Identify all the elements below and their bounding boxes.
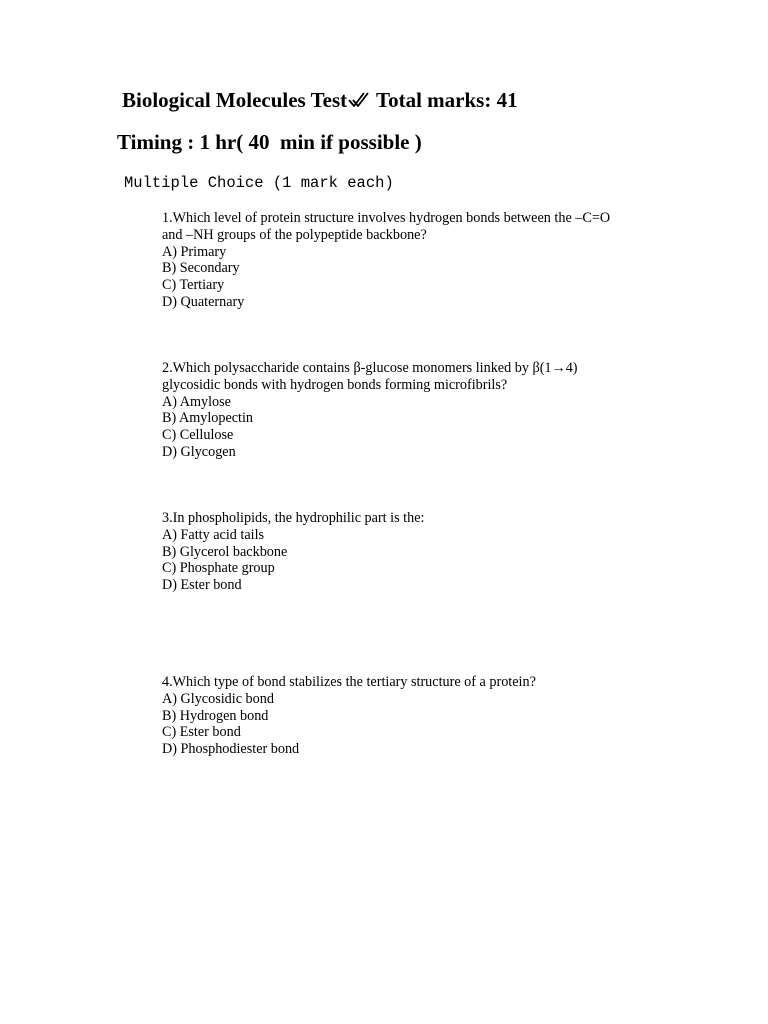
question-stem-line: 2.Which polysaccharide contains β-glucose monomers linked by β(1→4) xyxy=(162,360,578,376)
option-b: B) Glycerol backbone xyxy=(162,543,288,560)
option-d: D) Quaternary xyxy=(162,293,245,310)
question-2 xyxy=(162,360,578,461)
section-heading: Multiple Choice (1 mark each) xyxy=(124,174,394,192)
question-stem-line: 1.Which level of protein structure involves hydrogen bonds between the –C=O xyxy=(162,210,611,226)
option-c: C) Ester bond xyxy=(162,724,241,741)
option-d: D) Ester bond xyxy=(162,577,242,594)
question-stem-line: and –NH groups of the polypeptide backbone? xyxy=(162,226,427,243)
option-b: B) Amylopectin xyxy=(162,410,254,427)
test-title-text: Biological Molecules Test xyxy=(122,88,348,112)
question-1 xyxy=(162,210,610,311)
question-3 xyxy=(162,510,424,594)
option-b: B) Secondary xyxy=(162,260,240,277)
option-b: B) Hydrogen bond xyxy=(162,707,269,724)
option-c: C) Tertiary xyxy=(162,277,225,294)
double-check-icon xyxy=(348,89,370,115)
option-a: A) Fatty acid tails xyxy=(162,526,265,543)
option-d: D) Phosphodiester bond xyxy=(162,741,300,758)
timing-line: Timing : 1 hr( 40 min if possible ) xyxy=(117,130,422,154)
option-a: A) Amylose xyxy=(162,393,231,410)
option-d: D) Glycogen xyxy=(162,443,236,460)
question-stem-line: glycosidic bonds with hydrogen bonds forming microfibrils? xyxy=(162,376,508,393)
total-marks: Total marks: 41 xyxy=(371,88,518,112)
question-stem-line: 3.In phospholipids, the hydrophilic part is the: xyxy=(162,510,425,526)
option-c: C) Phosphate group xyxy=(162,560,275,577)
question-4 xyxy=(162,674,536,758)
option-c: C) Cellulose xyxy=(162,427,234,444)
question-stem-line: 4.Which type of bond stabilizes the tertiary structure of a protein? xyxy=(162,674,536,690)
test-title xyxy=(122,87,518,115)
option-a: A) Primary xyxy=(162,243,227,260)
option-a: A) Glycosidic bond xyxy=(162,690,274,707)
